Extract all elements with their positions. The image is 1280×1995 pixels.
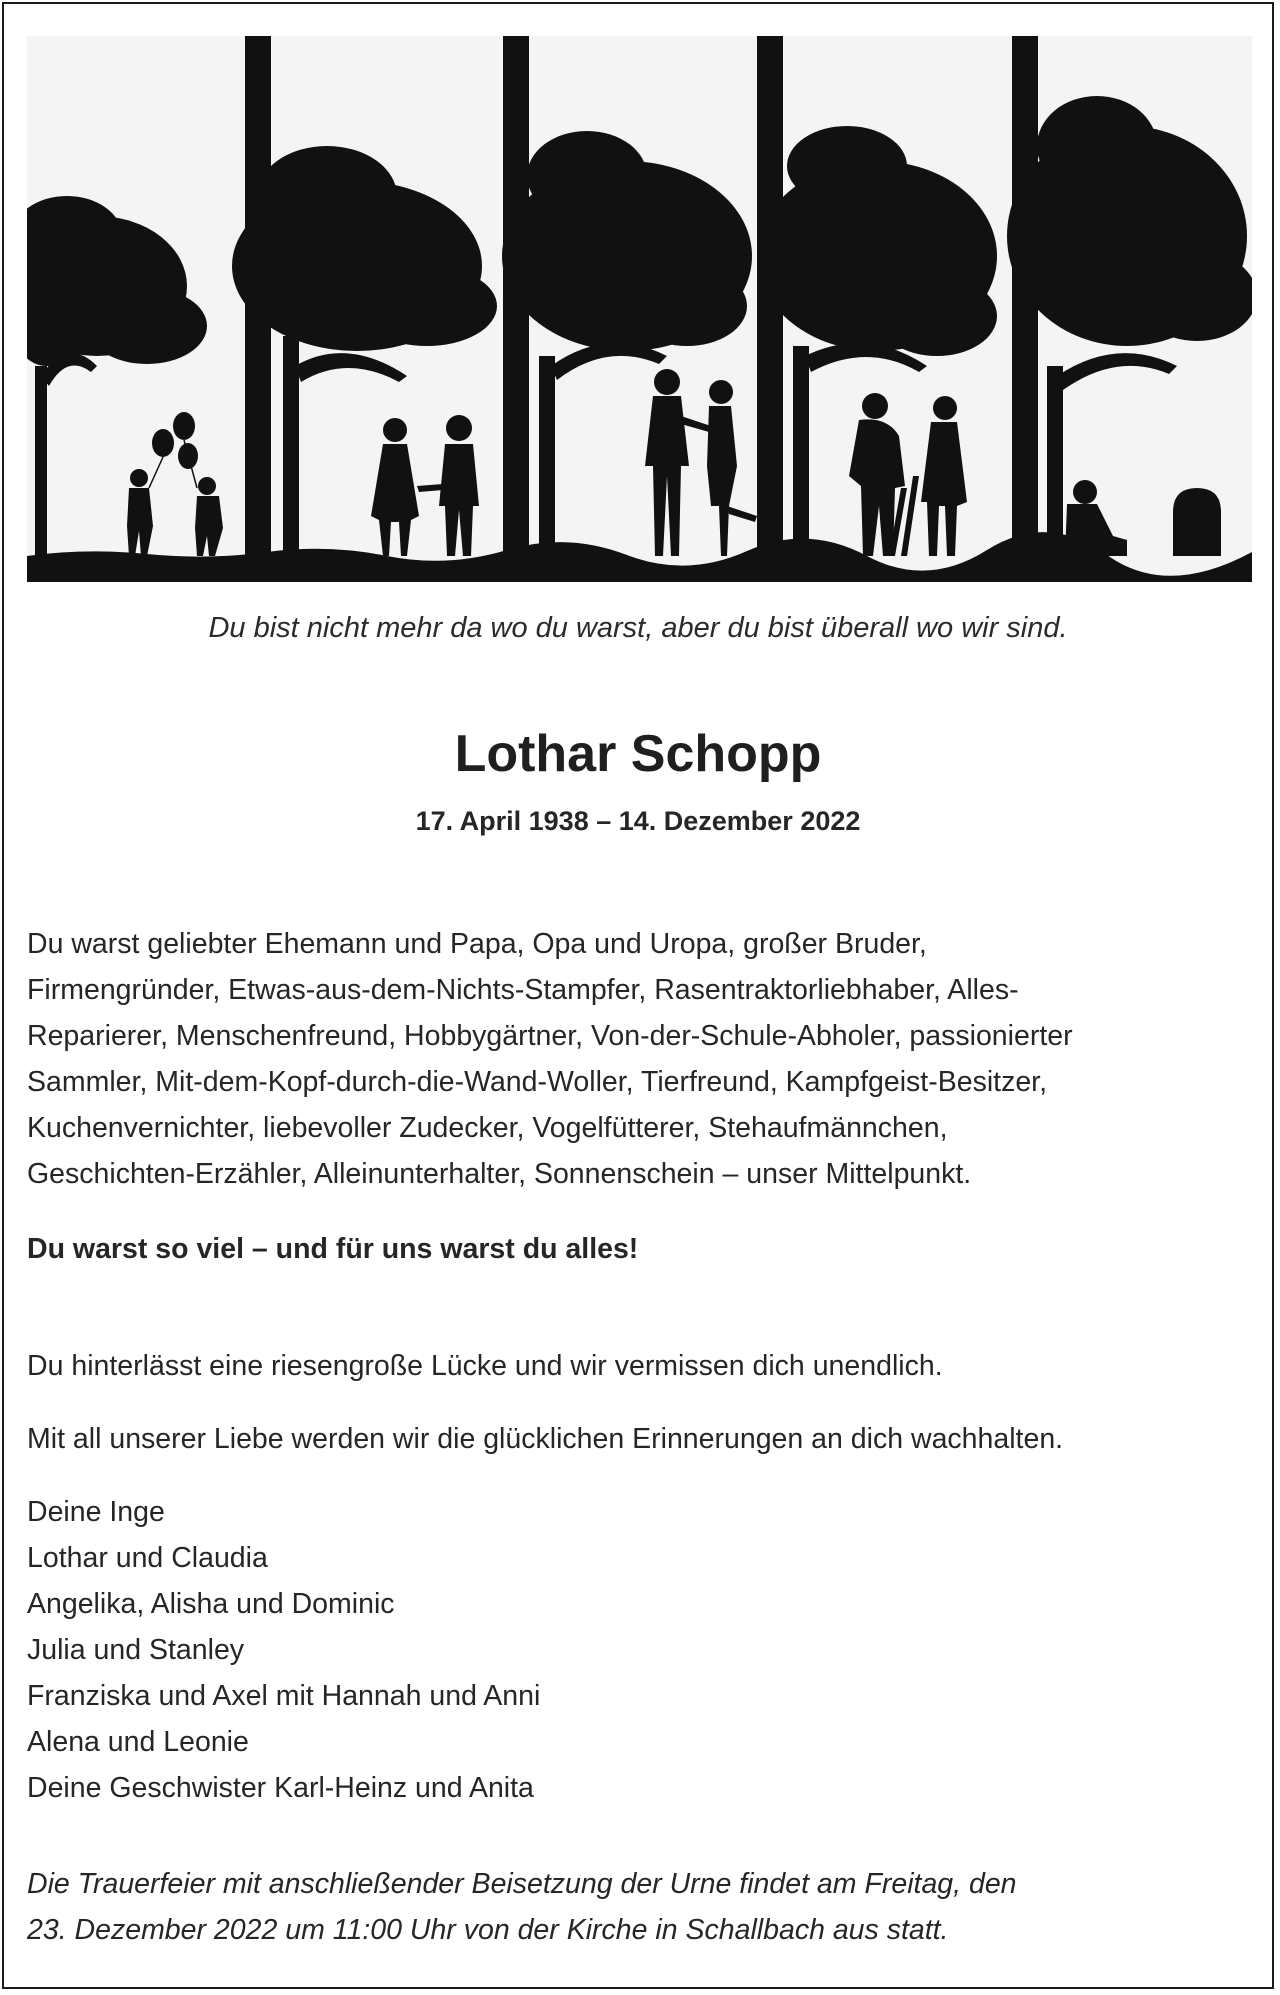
ceremony-line: 23. Dezember 2022 um 11:00 Uhr von der Kirche in Schallbach aus statt. xyxy=(27,1914,949,1946)
mourner-entry: Lothar und Claudia xyxy=(27,1542,268,1574)
emphasis-statement: Du warst so viel – und für uns warst du alles! xyxy=(27,1233,639,1265)
mourners-list xyxy=(27,1489,1252,1811)
tribute-paragraph xyxy=(27,921,1252,1197)
memory-statement: Mit all unserer Liebe werden wir die glücklichen Erinnerungen an dich wachhalten. xyxy=(27,1423,1064,1455)
deceased-name: Lothar Schopp xyxy=(454,725,822,783)
mourner-entry: Angelika, Alisha und Dominic xyxy=(27,1588,395,1620)
tribute-line: Sammler, Mit-dem-Kopf-durch-die-Wand-Woller, Tierfreund, Kampfgeist-Besitzer, xyxy=(27,1066,1048,1098)
mourner-entry: Julia und Stanley xyxy=(27,1634,245,1666)
loss-statement: Du hinterlässt eine riesengroße Lücke und wir vermissen dich unendlich. xyxy=(27,1350,943,1382)
life-dates: 17. April 1938 – 14. Dezember 2022 xyxy=(415,806,861,836)
tribute-line: Du warst geliebter Ehemann und Papa, Opa und Uropa, großer Bruder, xyxy=(27,928,927,960)
tribute-line: Kuchenvernichter, liebevoller Zudecker, Vogelfütterer, Stehaufmännchen, xyxy=(27,1112,948,1144)
ceremony-notice xyxy=(27,1861,1252,1953)
tribute-line: Reparierer, Menschenfreund, Hobbygärtner, Von-der-Schule-Abholer, passionierter xyxy=(27,1020,1073,1052)
mourner-entry: Deine Inge xyxy=(27,1496,165,1528)
mourner-entry: Franziska und Axel mit Hannah und Anni xyxy=(27,1680,541,1712)
mourner-entry: Deine Geschwister Karl-Heinz und Anita xyxy=(27,1772,534,1804)
memorial-motto: Du bist nicht mehr da wo du warst, aber du bist überall wo wir sind. xyxy=(208,612,1068,644)
tribute-line: Geschichten-Erzähler, Alleinunterhalter, Sonnenschein – unser Mittelpunkt. xyxy=(27,1158,972,1190)
ceremony-line: Die Trauerfeier mit anschließender Beisetzung der Urne findet am Freitag, den xyxy=(27,1868,1017,1900)
life-stages-illustration xyxy=(27,36,1252,582)
tribute-line: Firmengründer, Etwas-aus-dem-Nichts-Stampfer, Rasentraktorliebhaber, Alles- xyxy=(27,974,1019,1006)
mourner-entry: Alena und Leonie xyxy=(27,1726,249,1758)
